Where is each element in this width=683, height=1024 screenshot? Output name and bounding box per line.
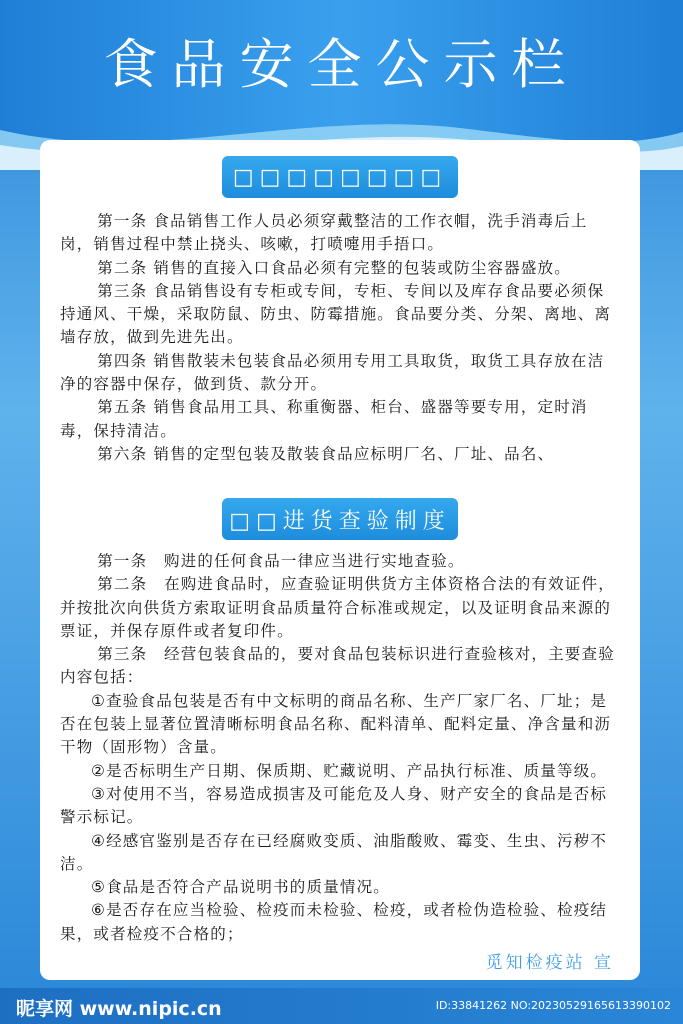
signature: 觅知检疫站 宣 — [485, 953, 614, 973]
section1-article: 第二条 销售的直接入口食品必须有完整的包装或防尘容器盛放。 — [97, 258, 571, 277]
section1-body — [60, 210, 620, 466]
watermark-logo: 昵享网 www.nipic.cn — [16, 998, 222, 1020]
section2-article: 第一条 购进的任何食品一律应当进行实地查验。 — [97, 552, 465, 570]
section2-article: 第三条 经营包装食品的，要对食品包装标识进行查验核对，主要查验内容包括： — [60, 645, 615, 687]
section2-item: ①查验食品包装是否有中文标明的商品名称、生产厂家厂名、厂址；是否在包装上显著位置清晰标明食品名称、配料清单、配料定量、净含量和沥干物（固形物）含量。 — [60, 691, 612, 757]
section2-item: ④经感官鉴别是否存在已经腐败变质、油脂酸败、霉变、生虫、污秽不洁。 — [60, 831, 608, 873]
section2-item: ②是否标明生产日期、保质期、贮藏说明、产品执行标准、质量等级。 — [91, 761, 608, 780]
section2-body — [60, 550, 620, 946]
page-title: 食品安全公示栏 — [103, 33, 580, 96]
image-id-text: ID:33841262 NO:20230529165613390102 — [435, 999, 671, 1012]
section2-item: ⑥是否存在应当检验、检疫而未检验、检疫，或者检伪造检验、检疫结果，或者检疫不合格的； — [60, 901, 608, 943]
section2-article: 第二条 在购进食品时，应查验证明供货方主体资格合法的有效证件，并按批次向供货方索取证明食品质量符合标准或规定，以及证明食品来源的票证，并保存原件或者复印件。 — [60, 575, 615, 640]
section1-article: 第六条 销售的定型包装及散装食品应标明厂名、厂址、品名、 — [97, 444, 555, 463]
section1-article: 第五条 销售食品用工具、称重衡器、柜台、盛器等要专用，定时消毒，保持清洁。 — [60, 398, 588, 440]
notice-card — [40, 140, 640, 980]
section2-item: ⑤食品是否符合产品说明书的质量情况。 — [91, 878, 390, 897]
section1-article: 第四条 销售散装未包装食品必须用专用工具取货，取货工具存放在洁净的容器中保存，做到货、款分开。 — [60, 351, 605, 394]
section2-item: ③对使用不当，容易造成损害及可能危及人身、财产安全的食品是否标警示标记。 — [60, 784, 608, 827]
section1-heading: □□□□□□□□ — [222, 156, 458, 198]
section1-article: 第三条 食品销售设有专柜或专间，专柜、专间以及库存食品要必须保持通风、干燥，采取防鼠、防虫、防霉措施。食品要分类、分架、离地、离墙存放，做到先进先出。 — [60, 281, 612, 347]
section1-article: 第一条 食品销售工作人员必须穿戴整洁的工作衣帽，洗手消毒后上岗，销售过程中禁止挠头、咳嗽，打喷嚏用手捂口。 — [60, 212, 588, 254]
section2-heading: □□进货查验制度 — [222, 498, 458, 540]
